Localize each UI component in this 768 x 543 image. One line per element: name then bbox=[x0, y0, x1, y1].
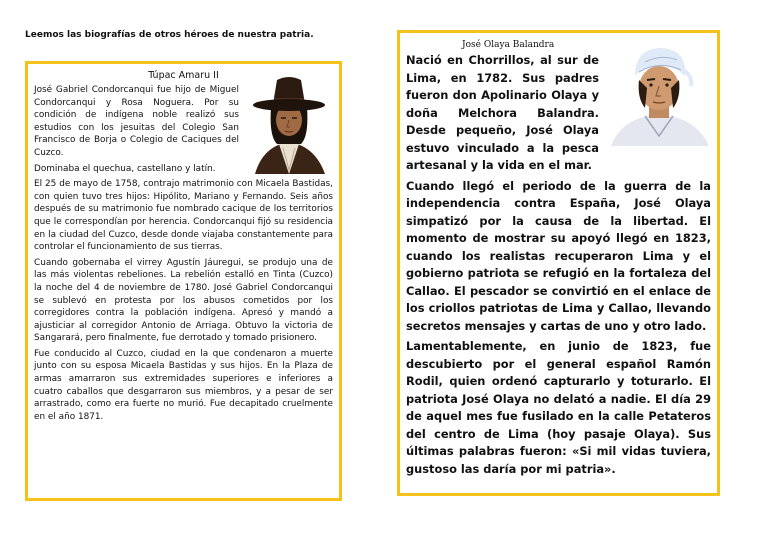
paragraph: Lamentablemente, en junio de 1823, fue descubierto por el general español Ramón Rodil, quien ordenó capturarlo y toturarlo. El patriota José Olaya no delató a nadie. El día 29 de aquel mes fue fusilado en la calle Petateros del centro de Lima (hoy pasaje Olaya). Sus últimas palabras fueron: «Si mil vidas tuviera, gustoso las daría por mi patria». bbox=[406, 339, 711, 476]
portrait-jose-olaya-icon bbox=[605, 36, 713, 146]
card-title: José Olaya Balandra bbox=[462, 40, 555, 50]
paragraph: Dominaba el quechua, castellano y latín. bbox=[34, 163, 216, 174]
paragraph: Nació en Chorrillos, al sur de Lima, en 1782. Sus padres fueron don Apolinario Olaya y doña Melchora Balandra. Desde pequeño, José Olaya estuvo vinculado a la pesca artesanal y la vida en el mar. bbox=[406, 53, 599, 172]
instruction-text: Leemos las biografías de otros héroes de nuestra patria. bbox=[25, 30, 314, 40]
paragraph: José Gabriel Condorcanqui fue hijo de Miguel Condorcanqui y Rosa Noguera. Por su condición de indígena noble realizó sus estudios con los jesuitas del Colegio San Francisco de Borja o Colegio de Caciques del Cuzco. bbox=[34, 85, 239, 158]
paragraph: El 25 de mayo de 1758, contrajo matrimonio con Micaela Bastidas, con quien tuvo tres hijos: Hipólito, Mariano y Fernando. Seis años después de su matrimonio fue nombrado cacique de los territorios que le correspondían por herencia. Condorcanqui fijó su residencia en la ciudad del Cuzco, desde donde viajaba constantemente para controlar el funcionamiento de sus tierras. bbox=[34, 179, 333, 253]
portrait-tupac-amaru-icon bbox=[245, 74, 333, 174]
biography-card-tupac-amaru bbox=[25, 61, 342, 501]
paragraph: Fue conducido al Cuzco, ciudad en la que condenaron a muerte junto con su esposa Micaela Bastidas y sus hijos. En la Plaza de armas amarraron sus extremidades superiores e inferiores a cuatro caballos que desgarraron sus miembros, y a pesar de ser arrastrado, como era fuerte no murió. Fue decapitado cruelmente en el año 1871. bbox=[34, 348, 333, 422]
paragraph: Cuando llegó el periodo de la guerra de la independencia contra España, José Olaya simpatizó por la causa de la libertad. El momento de mostrar su apoyó llegó en 1823, cuando los realistas recuperaron Lima y el gobierno patriota se refugió en la fortaleza del Callao. El pescador se convirtió en el enlace de los criollos patriotas de Lima y Callao, llevando secretos mensajes y cartas de uno y otro lado. bbox=[406, 178, 711, 333]
paragraph: Cuando gobernaba el virrey Agustín Jáuregui, se produjo una de las más violentas rebeliones. La rebelión estalló en Tinta (Cuzco) la noche del 4 de noviembre de 1780. José Gabriel Condorcanqui se sublevó en protesta por los abusos cometidos por los corregidores contra la población indígena. Apresó y mandó a ajusticiar al corregidor Antonio de Arriaga. Obtuvo la victoria de Sangarará, pero finalmente, fue derrotado y tomado prisionero. bbox=[34, 257, 333, 344]
card-title: Túpac Amaru II bbox=[148, 70, 219, 81]
biography-card-jose-olaya bbox=[397, 30, 720, 496]
